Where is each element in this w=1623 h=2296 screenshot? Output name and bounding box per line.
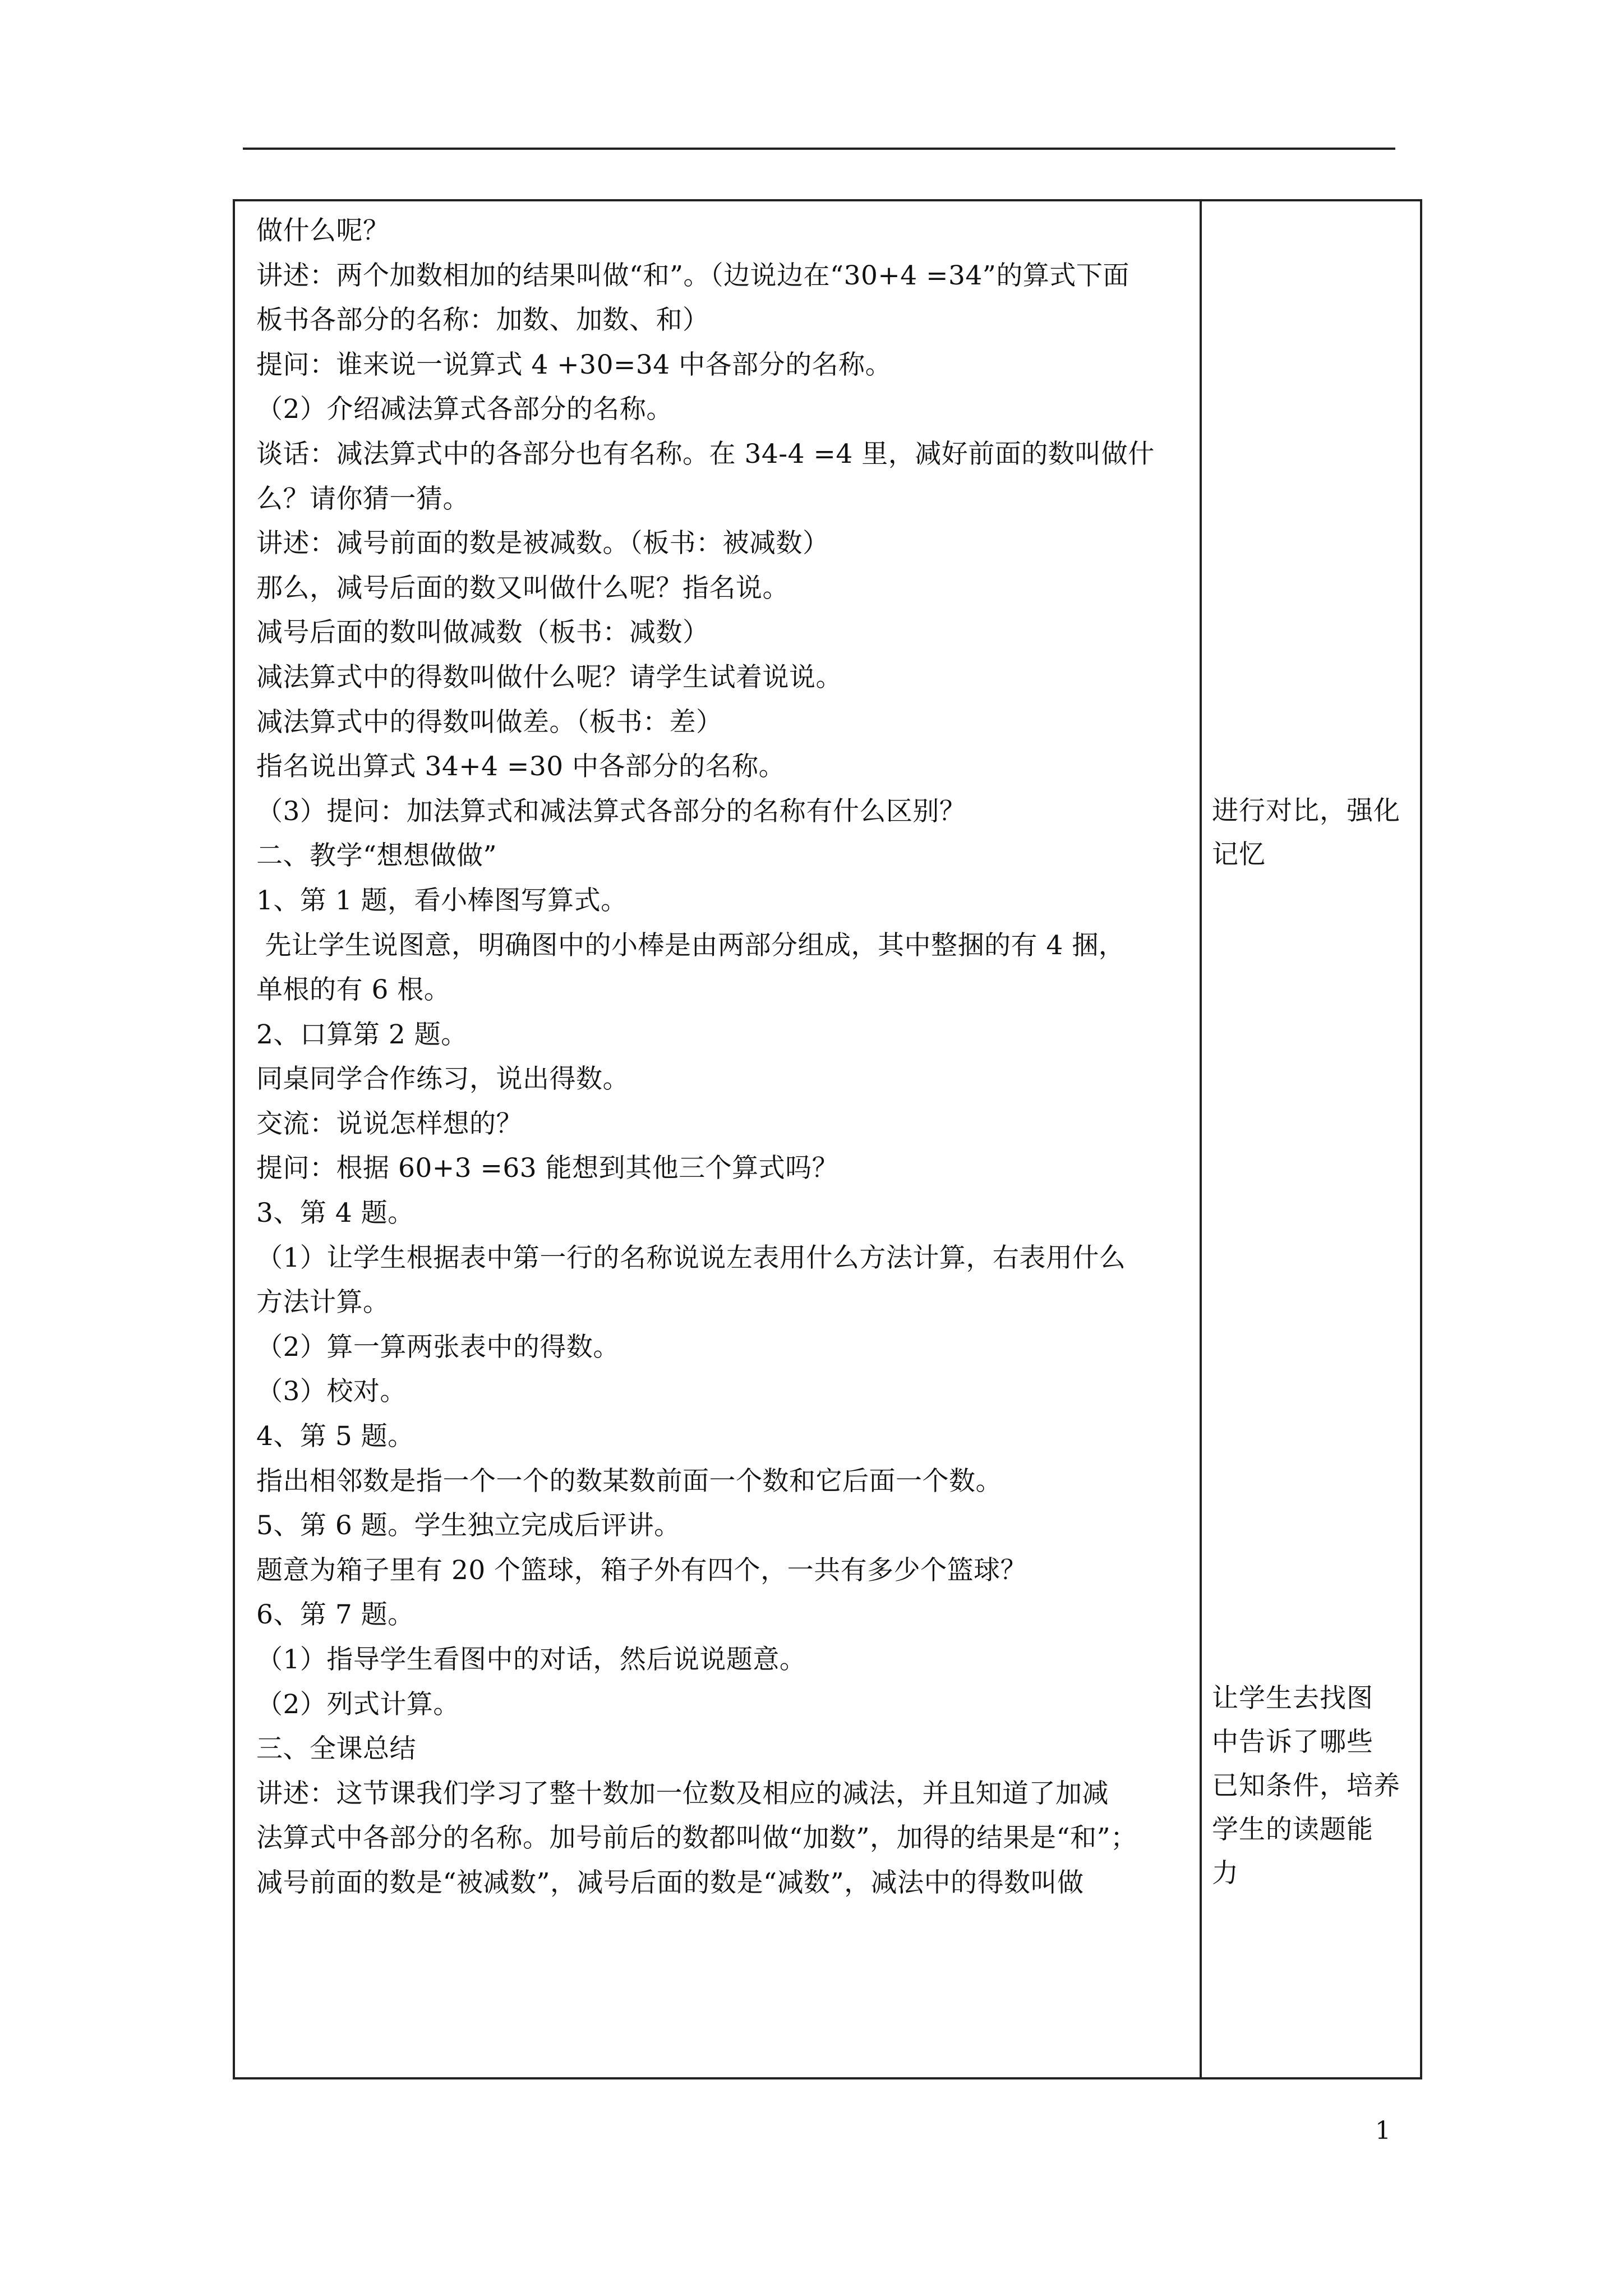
content-line: 讲述：这节课我们学习了整十数加一位数及相应的减法，并且知道了加减 bbox=[256, 1778, 1109, 1809]
side-note-comparison bbox=[1212, 789, 1414, 877]
content-line: 提问：谁来说一说算式 4 +30=34 中各部分的名称。 bbox=[256, 349, 892, 380]
content-line: 6、第 7 题。 bbox=[256, 1599, 414, 1631]
content-line: 减法算式中的得数叫做什么呢？请学生试着说说。 bbox=[256, 661, 842, 693]
column-divider bbox=[1200, 201, 1202, 2077]
content-line: 减法算式中的得数叫做差。（板书：差） bbox=[256, 706, 723, 738]
content-line: （1）指导学生看图中的对话，然后说说题意。 bbox=[256, 1644, 806, 1675]
lesson-plan-table bbox=[233, 199, 1422, 2079]
content-line: 二、教学“想想做做” bbox=[256, 840, 497, 872]
content-line: 板书各部分的名称：加数、加数、和） bbox=[256, 305, 709, 336]
content-line: （2）算一算两张表中的得数。 bbox=[256, 1331, 620, 1363]
content-line: （3）提问：加法算式和减法算式各部分的名称有什么区别？ bbox=[256, 795, 966, 827]
content-line: 讲述：减号前面的数是被减数。（板书：被减数） bbox=[256, 528, 829, 559]
content-line: 提问：根据 60+3 =63 能想到其他三个算式吗？ bbox=[256, 1153, 839, 1184]
content-line: 指名说出算式 34+4 =30 中各部分的名称。 bbox=[256, 751, 786, 783]
page-number: 1 bbox=[1375, 2116, 1391, 2145]
content-line: 指出相邻数是指一个一个的数某数前面一个数和它后面一个数。 bbox=[256, 1465, 1002, 1497]
content-line: 谈话：减法算式中的各部分也有名称。在 34-4 =4 里，减好前面的数叫做什 bbox=[256, 438, 1155, 470]
content-line: 那么，减号后面的数又叫做什么呢？指名说。 bbox=[256, 572, 789, 604]
side-note-reading-skills bbox=[1212, 1677, 1414, 1895]
content-line: 2、口算第 2 题。 bbox=[256, 1019, 468, 1050]
content-line: 方法计算。 bbox=[256, 1287, 390, 1318]
content-line: 题意为箱子里有 20 个篮球，箱子外有四个，一共有多少个篮球？ bbox=[256, 1554, 1027, 1586]
content-line: （2）介绍减法算式各部分的名称。 bbox=[256, 394, 673, 425]
header-rule bbox=[243, 148, 1395, 150]
content-line: （2）列式计算。 bbox=[256, 1688, 460, 1720]
content-line: 做什么呢？ bbox=[256, 215, 390, 246]
content-line: 3、第 4 题。 bbox=[256, 1198, 414, 1229]
note-line: 力 bbox=[1212, 1858, 1239, 1889]
content-line: 三、全课总结 bbox=[256, 1733, 416, 1765]
note-line: 学生的读题能 bbox=[1212, 1814, 1373, 1845]
content-line: 同桌同学合作练习，说出得数。 bbox=[256, 1064, 629, 1095]
note-line: 记忆 bbox=[1212, 839, 1266, 870]
content-line: 讲述：两个加数相加的结果叫做“和”。（边说边在“30+4 =34”的算式下面 bbox=[256, 260, 1129, 291]
note-line: 中告诉了哪些 bbox=[1212, 1727, 1373, 1757]
content-line: 先让学生说图意，明确图中的小棒是由两部分组成，其中整捆的有 4 捆， bbox=[256, 930, 1126, 961]
content-line: 交流：说说怎样想的？ bbox=[256, 1108, 523, 1139]
note-line: 已知条件，培养 bbox=[1212, 1770, 1400, 1801]
content-line: （1）让学生根据表中第一行的名称说说左表用什么方法计算，右表用什么 bbox=[256, 1242, 1126, 1273]
lesson-content-cell bbox=[256, 209, 1187, 1906]
content-line: 5、第 6 题。学生独立完成后评讲。 bbox=[256, 1510, 681, 1542]
content-line: 减号前面的数是“被减数”，减号后面的数是“减数”，减法中的得数叫做 bbox=[256, 1867, 1084, 1898]
note-line: 进行对比，强化 bbox=[1212, 795, 1400, 826]
note-line: 让学生去找图 bbox=[1212, 1683, 1373, 1714]
content-line: 单根的有 6 根。 bbox=[256, 974, 451, 1006]
content-line: （3）校对。 bbox=[256, 1376, 407, 1407]
content-line: 么？请你猜一猜。 bbox=[256, 483, 469, 514]
content-line: 法算式中各部分的名称。加号前后的数都叫做“加数”，加得的结果是“和”； bbox=[256, 1823, 1137, 1854]
content-line: 1、第 1 题，看小棒图写算式。 bbox=[256, 885, 628, 916]
content-line: 4、第 5 题。 bbox=[256, 1421, 414, 1452]
content-line: 减号后面的数叫做减数（板书：减数） bbox=[256, 617, 709, 648]
